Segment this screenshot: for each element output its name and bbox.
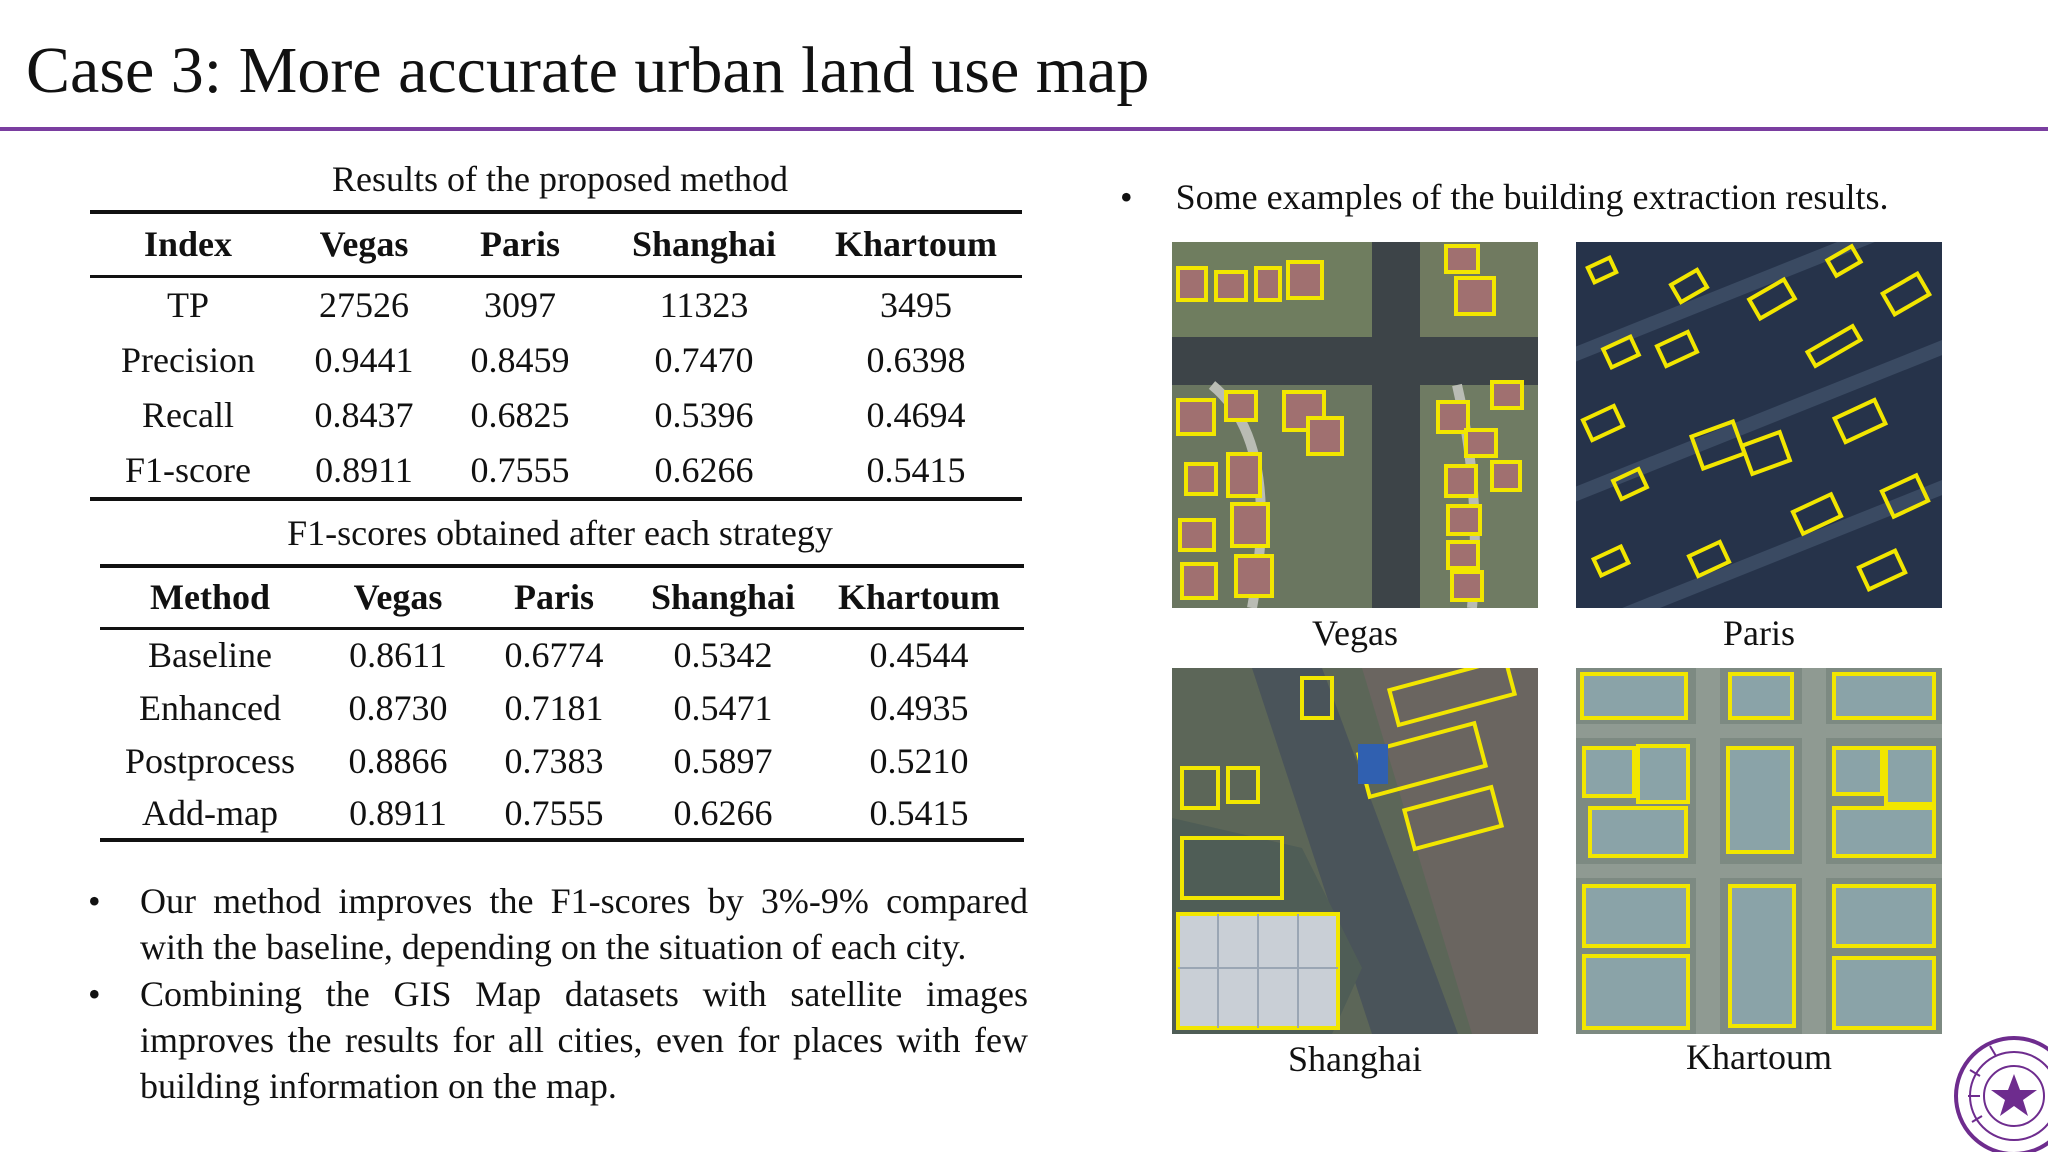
table-row bbox=[90, 443, 1022, 499]
vegas-satellite-image bbox=[1172, 242, 1538, 608]
table-cell: 0.8730 bbox=[348, 687, 448, 728]
table-cell: 0.5415 bbox=[869, 792, 969, 833]
row-label: Enhanced bbox=[139, 687, 281, 728]
row-label: F1-score bbox=[125, 450, 251, 490]
table-cell: 0.6266 bbox=[673, 792, 773, 833]
table1-header-cell: Paris bbox=[480, 224, 560, 265]
table-cell: 0.5471 bbox=[673, 687, 773, 728]
shanghai-satellite-image bbox=[1172, 668, 1538, 1034]
table-row bbox=[90, 332, 1022, 387]
table-row bbox=[100, 734, 1024, 787]
khartoum-label: Khartoum bbox=[1686, 1037, 1832, 1077]
table-cell: 0.7555 bbox=[470, 450, 570, 490]
list-item bbox=[88, 878, 1028, 970]
table-cell: 0.4935 bbox=[869, 687, 969, 728]
table-cell: 0.4544 bbox=[869, 635, 969, 676]
table-cell: 11323 bbox=[659, 284, 749, 325]
bullet-glyph: • bbox=[88, 881, 101, 921]
vegas-label: Vegas bbox=[1312, 613, 1398, 653]
table-cell: 0.8437 bbox=[314, 395, 414, 435]
table1-header-cell: Vegas bbox=[319, 224, 409, 265]
table-cell: 0.4694 bbox=[866, 395, 966, 435]
table2-header-cell: Vegas bbox=[353, 577, 443, 618]
bullet-glyph: • bbox=[88, 974, 101, 1014]
row-label: Add-map bbox=[142, 792, 278, 833]
table-cell: 0.8866 bbox=[348, 740, 448, 781]
strategy-table bbox=[100, 564, 1024, 842]
row-label: Recall bbox=[142, 395, 234, 435]
table-cell: 0.5897 bbox=[673, 740, 773, 781]
table-cell: 0.7383 bbox=[504, 740, 604, 781]
table-row bbox=[100, 787, 1024, 840]
table-cell: 0.5342 bbox=[673, 635, 773, 676]
table-cell: 0.9441 bbox=[314, 339, 414, 380]
table-cell: 0.7555 bbox=[504, 792, 604, 833]
shanghai-label: Shanghai bbox=[1288, 1039, 1422, 1079]
paris-satellite-image bbox=[1576, 242, 1942, 608]
table2-header-cell: Paris bbox=[514, 577, 594, 618]
row-label: Precision bbox=[121, 339, 255, 380]
university-seal-logo bbox=[1950, 1030, 2048, 1152]
slide-title: Case 3: More accurate urban land use map bbox=[26, 34, 1150, 107]
table-cell: 0.7181 bbox=[504, 687, 604, 728]
examples-bullet bbox=[1120, 176, 1888, 218]
bullet-text: Our method improves the F1-scores by 3%-9% compared with the baseline, depending on the situation of each city. bbox=[140, 881, 1028, 967]
row-label: Postprocess bbox=[125, 740, 295, 781]
table1-header-cell: Khartoum bbox=[835, 224, 997, 265]
row-label: TP bbox=[166, 284, 209, 325]
table-cell: 0.8611 bbox=[349, 635, 447, 676]
table1-caption: Results of the proposed method bbox=[332, 159, 788, 199]
table-cell: 0.7470 bbox=[654, 339, 754, 380]
table-cell: 0.6774 bbox=[504, 635, 604, 676]
table-row bbox=[100, 628, 1024, 681]
table-row bbox=[90, 387, 1022, 443]
bullet-text: Some examples of the building extraction results. bbox=[1175, 177, 1889, 217]
title-divider bbox=[0, 127, 2048, 131]
row-label: Baseline bbox=[148, 635, 272, 676]
bullet-text: Combining the GIS Map datasets with satellite images improves the results for all cities, even for places with few building information on the map. bbox=[140, 974, 1028, 1106]
list-item bbox=[88, 971, 1028, 1109]
table2-header-cell: Shanghai bbox=[650, 577, 796, 618]
table1-header-cell: Shanghai bbox=[631, 224, 777, 265]
paris-label: Paris bbox=[1723, 613, 1795, 653]
table2-header-cell: Khartoum bbox=[838, 577, 1000, 618]
table-cell: 0.8911 bbox=[349, 792, 447, 833]
table-cell: 0.8911 bbox=[315, 450, 413, 490]
table-cell: 0.5210 bbox=[869, 740, 969, 781]
table-cell: 0.6398 bbox=[866, 339, 966, 380]
table-cell: 0.5415 bbox=[866, 450, 966, 490]
table2-header-cell: Method bbox=[150, 577, 270, 618]
findings-list bbox=[88, 878, 1028, 1110]
table-cell: 0.6825 bbox=[470, 395, 570, 435]
bullet-glyph: • bbox=[1120, 177, 1133, 217]
table-cell: 3097 bbox=[484, 284, 556, 325]
table-cell: 0.8459 bbox=[470, 339, 570, 380]
table-cell: 0.6266 bbox=[654, 450, 754, 490]
results-table bbox=[90, 210, 1022, 501]
table-row bbox=[90, 276, 1022, 332]
table2-caption: F1-scores obtained after each strategy bbox=[287, 513, 833, 553]
table1-header-cell: Index bbox=[143, 224, 233, 265]
table-cell: 0.5396 bbox=[654, 395, 754, 435]
table-cell: 3495 bbox=[880, 284, 952, 325]
khartoum-satellite-image bbox=[1576, 668, 1942, 1034]
table-row bbox=[100, 681, 1024, 734]
table-cell: 27526 bbox=[319, 284, 409, 325]
